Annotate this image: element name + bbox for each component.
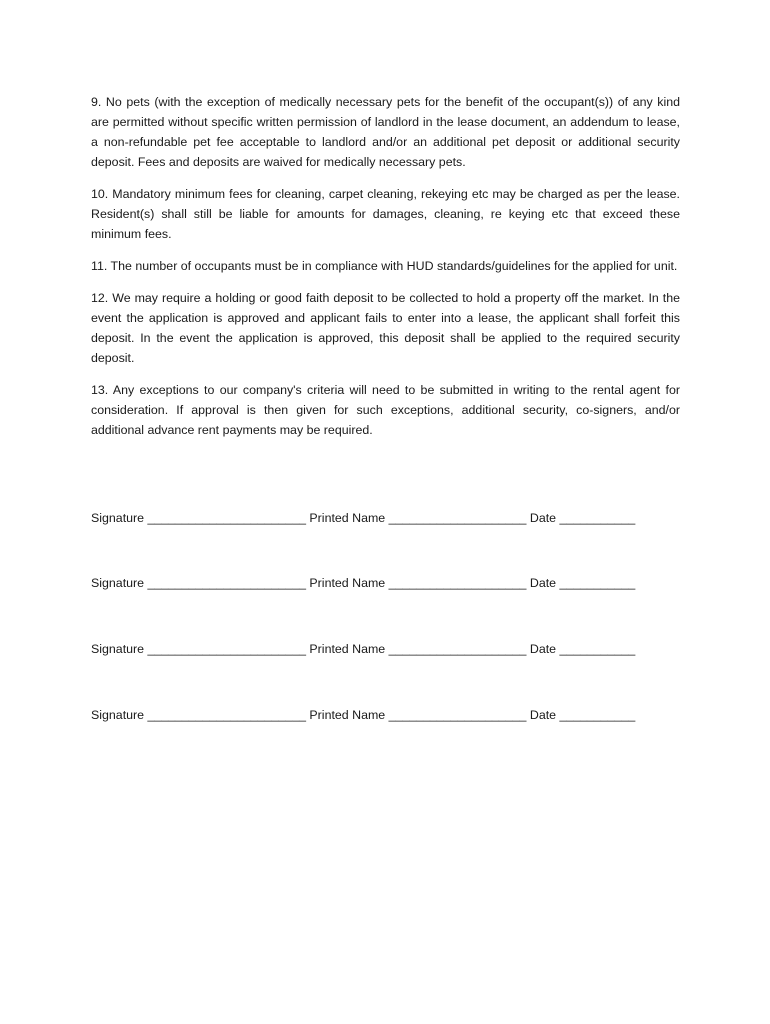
signature-line: Signature _______________________ Printed Name ____________________ Date ___________	[91, 576, 636, 590]
paragraph-holding-deposit: 12. We may require a holding or good faith deposit to be collected to hold a property off the market. In the event the application is approved and applicant fails to enter into a lease, the applicant shall forfeit this deposit. In the event the application is approved, this deposit shall be applied to the required security deposit.	[91, 291, 680, 365]
signature-line: Signature _______________________ Printed Name ____________________ Date ___________	[91, 511, 636, 525]
paragraph-pets: 9. No pets (with the exception of medically necessary pets for the benefit of the occupant(s)) of any kind are permitted without specific written permission of landlord in the lease document, an addendum to lease, a non-refundable pet fee acceptable to landlord and/or an additional pet deposit or additional security deposit. Fees and deposits are waived for medically necessary pets.	[91, 95, 680, 169]
paragraph-occupants: 11. The number of occupants must be in compliance with HUD standards/guidelines for the applied for unit.	[91, 259, 678, 273]
document-body	[91, 92, 680, 452]
paragraph-exceptions: 13. Any exceptions to our company's criteria will need to be submitted in writing to the rental agent for consideration. If approval is then given for such exceptions, additional security, co-signers, and/or additional advance rent payments may be required.	[91, 383, 680, 437]
paragraph-minimum-fees: 10. Mandatory minimum fees for cleaning, carpet cleaning, rekeying etc may be charged as per the lease. Resident(s) shall still be liable for amounts for damages, cleaning, re keying etc that exceed these minimum fees.	[91, 187, 680, 241]
signature-line: Signature _______________________ Printed Name ____________________ Date ___________	[91, 708, 636, 722]
signature-line: Signature _______________________ Printed Name ____________________ Date ___________	[91, 642, 636, 656]
